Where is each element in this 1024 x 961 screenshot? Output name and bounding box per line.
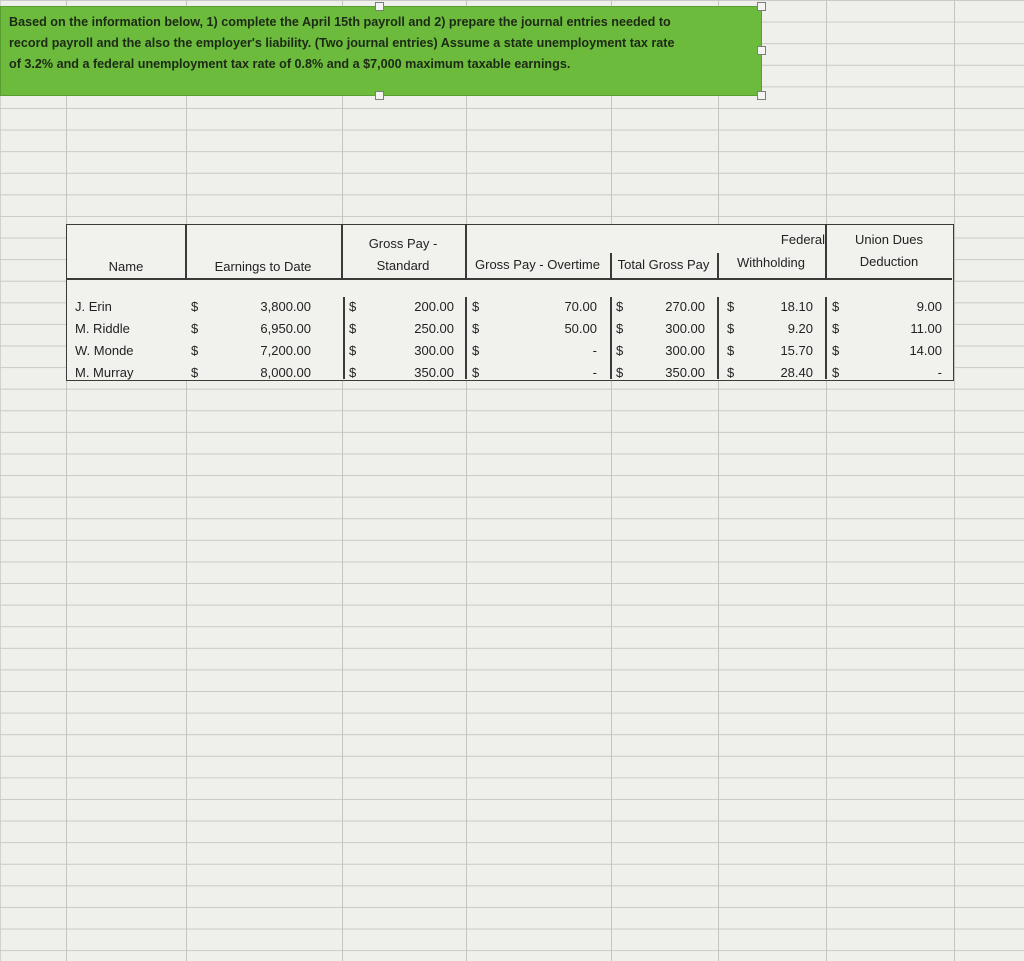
cell-total: 350.00 [665,365,705,380]
header-gross-standard-line1: Gross Pay - [368,236,438,251]
employee-name: M. Riddle [75,321,130,336]
employee-name: J. Erin [75,299,112,314]
instructions-line-1: Based on the information below, 1) complete the April 15th payroll and 2) prepare the journal entries needed to [9,15,671,29]
cell-earnings: 7,200.00 [260,343,311,358]
currency-symbol: $ [616,321,624,336]
payroll-table[interactable] [66,224,954,381]
resize-handle-bottom-right[interactable] [757,91,766,100]
currency-symbol: $ [727,321,735,336]
currency-symbol: $ [727,343,735,358]
currency-symbol: $ [191,321,199,336]
currency-symbol: $ [191,343,199,358]
cell-earnings: 8,000.00 [260,365,311,380]
header-name: Name [108,259,144,274]
cell-total: 300.00 [665,321,705,336]
header-gross-standard-line2: Standard [376,258,430,273]
cell-federal: 15.70 [780,343,813,358]
cell-overtime: - [592,365,597,380]
cell-standard: 350.00 [414,365,454,380]
header-total-gross: Total Gross Pay [617,257,710,272]
cell-standard: 200.00 [414,299,454,314]
currency-symbol: $ [472,321,480,336]
cell-federal: 9.20 [787,321,813,336]
currency-symbol: $ [349,365,357,380]
instructions-line-2: record payroll and the also the employer's liability. (Two journal entries) Assume a state unemployment tax rate [9,36,675,50]
cell-federal: 28.40 [780,365,813,380]
currency-symbol: $ [191,299,199,314]
cell-federal: 18.10 [780,299,813,314]
resize-handle-right-top[interactable] [757,2,766,11]
currency-symbol: $ [616,343,624,358]
header-earnings-to-date: Earnings to Date [214,259,312,274]
cell-earnings: 6,950.00 [260,321,311,336]
employee-name: W. Monde [75,343,134,358]
cell-earnings: 3,800.00 [260,299,311,314]
cell-standard: 300.00 [414,343,454,358]
header-gross-overtime: Gross Pay - Overtime [475,257,600,272]
cell-overtime: 70.00 [564,299,597,314]
header-federal-line2: Withholding [737,255,805,270]
header-union-line1: Union Dues [855,232,923,247]
currency-symbol: $ [616,299,624,314]
currency-symbol: $ [727,365,735,380]
instructions-line-3: of 3.2% and a federal unemployment tax rate of 0.8% and a $7,000 maximum taxable earnings. [9,57,571,71]
currency-symbol: $ [349,321,357,336]
currency-symbol: $ [727,299,735,314]
resize-handle-right-mid[interactable] [757,46,766,55]
employee-name: M. Murray [75,365,134,380]
currency-symbol: $ [832,343,840,358]
cell-union: - [937,365,942,380]
cell-union: 9.00 [916,299,942,314]
currency-symbol: $ [472,365,480,380]
currency-symbol: $ [191,365,199,380]
currency-symbol: $ [349,343,357,358]
cell-union: 11.00 [910,321,942,336]
cell-standard: 250.00 [414,321,454,336]
resize-handle-top[interactable] [375,2,384,11]
currency-symbol: $ [832,365,840,380]
header-federal-line1: Federal [780,232,825,247]
currency-symbol: $ [832,321,840,336]
instructions-text-box[interactable] [0,6,762,96]
currency-symbol: $ [472,299,480,314]
cell-union: 14.00 [909,343,942,358]
currency-symbol: $ [349,299,357,314]
header-union-line2: Deduction [859,254,919,269]
cell-overtime: 50.00 [564,321,597,336]
cell-total: 300.00 [665,343,705,358]
currency-symbol: $ [472,343,480,358]
cell-total: 270.00 [665,299,705,314]
currency-symbol: $ [616,365,624,380]
resize-handle-bottom-mid[interactable] [375,91,384,100]
cell-overtime: - [592,343,597,358]
currency-symbol: $ [832,299,840,314]
